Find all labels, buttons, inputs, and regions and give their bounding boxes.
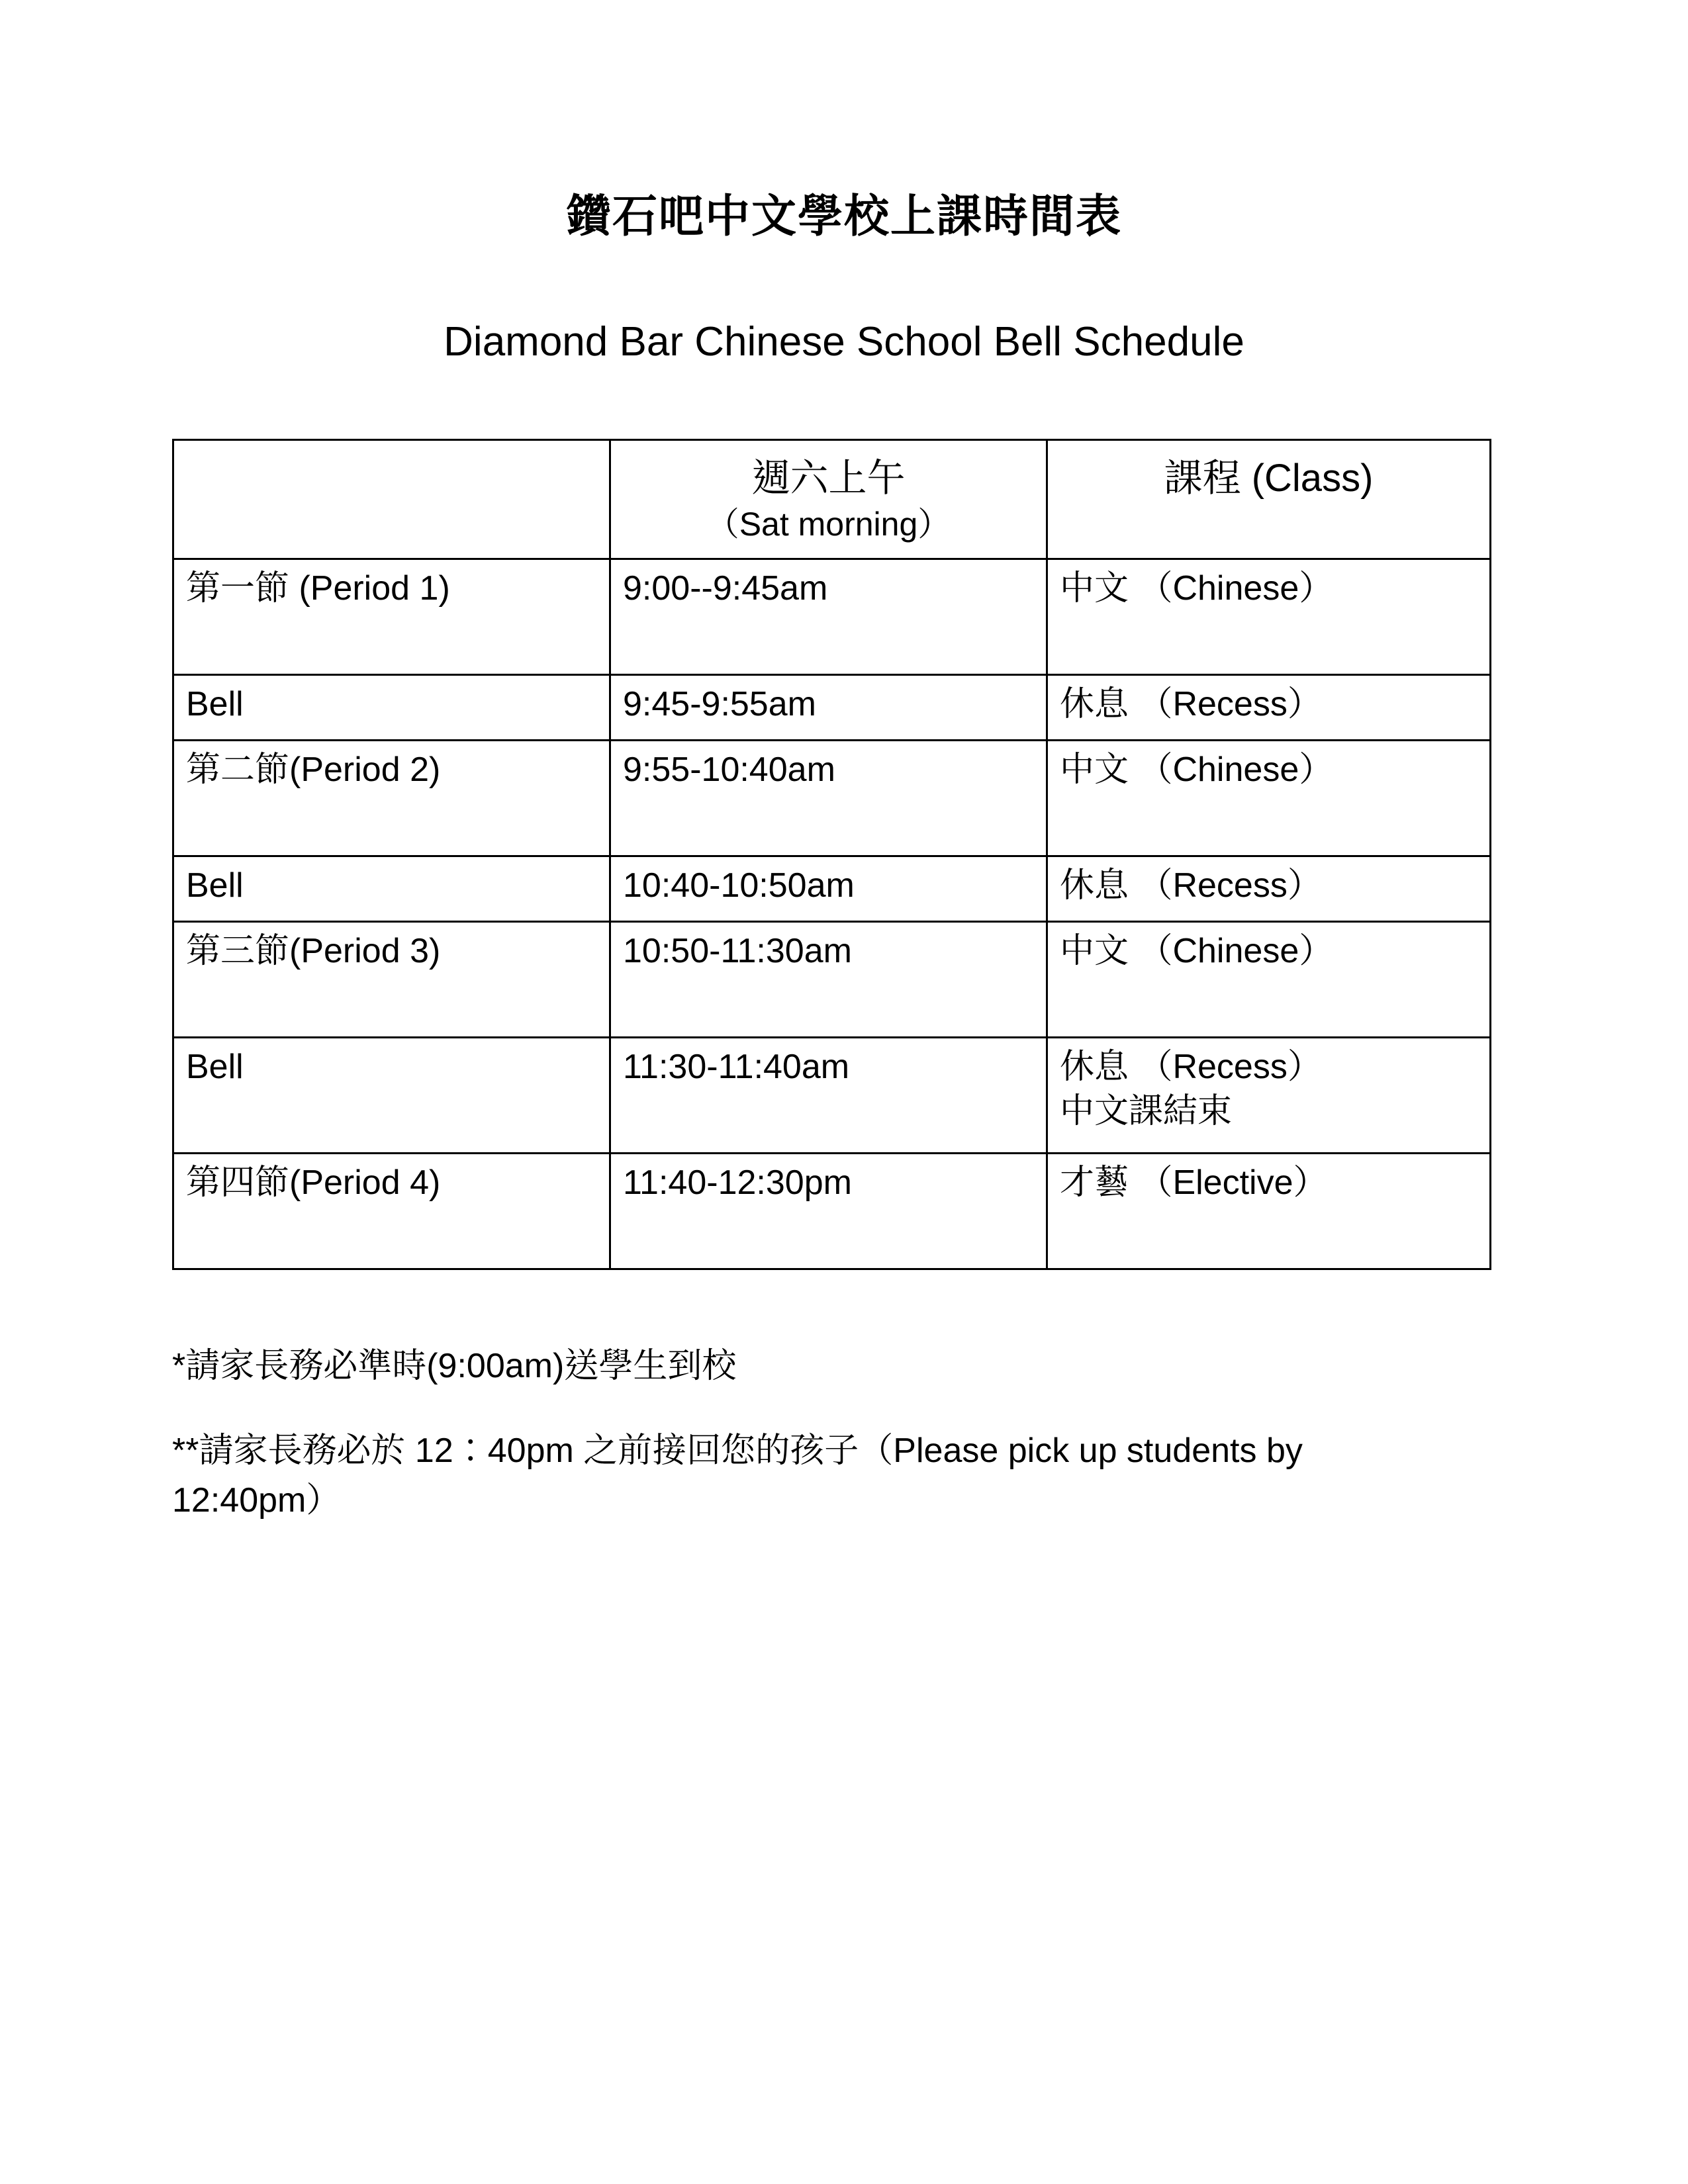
cell-time: 11:30-11:40am xyxy=(610,1038,1047,1154)
cell-class-line2: 中文課結束 xyxy=(1060,1091,1233,1130)
cell-period: 第三節(Period 3) xyxy=(173,922,610,1038)
note-pickup: **請家長務必於 12：40pm 之前接回您的孩子（Please pick up students by 12:40pm） xyxy=(172,1431,1303,1520)
cell-period: 第四節(Period 4) xyxy=(173,1154,610,1269)
cell-class-line1: 休息 （Recess） xyxy=(1060,1048,1322,1087)
page-title-english: Diamond Bar Chinese School Bell Schedule xyxy=(444,318,1244,365)
cell-time: 10:40-10:50am xyxy=(610,856,1047,922)
table-row xyxy=(173,856,1491,922)
cell-period: Bell xyxy=(173,675,610,741)
table-row xyxy=(173,675,1491,741)
header-cell-empty xyxy=(173,439,610,559)
cell-time: 11:40-12:30pm xyxy=(610,1154,1047,1269)
header-time-english: （Sat morning） xyxy=(706,505,951,543)
cell-class xyxy=(1047,1038,1491,1154)
cell-period: 第二節(Period 2) xyxy=(173,741,610,856)
bell-schedule-table xyxy=(172,439,1491,1270)
table-row xyxy=(173,1038,1491,1154)
table-row xyxy=(173,741,1491,856)
header-cell-time xyxy=(610,439,1047,559)
cell-class xyxy=(1047,922,1491,1038)
cell-time: 9:45-9:55am xyxy=(610,675,1047,741)
cell-period: Bell xyxy=(173,856,610,922)
cell-period: Bell xyxy=(173,1038,610,1154)
page-title-chinese: 鑽石吧中文學校上課時間表 xyxy=(565,191,1122,242)
cell-time: 9:00--9:45am xyxy=(610,559,1047,675)
header-time-chinese: 週六上午 xyxy=(751,456,906,500)
table-row xyxy=(173,922,1491,1038)
note-arrival: *請家長務必準時(9:00am)送學生到校 xyxy=(172,1347,737,1386)
table-header-row xyxy=(173,439,1491,559)
cell-class xyxy=(1047,856,1491,922)
cell-class xyxy=(1047,741,1491,856)
cell-class-line1: 休息 （Recess） xyxy=(1060,866,1322,905)
header-class-label: 課程 (Class) xyxy=(1164,456,1374,500)
cell-class xyxy=(1047,1154,1491,1269)
cell-class-line1: 才藝 （Elective） xyxy=(1060,1163,1328,1203)
cell-period: 第一節 (Period 1) xyxy=(173,559,610,675)
table-row xyxy=(173,559,1491,675)
notes-section xyxy=(172,1342,1516,1525)
header-cell-class xyxy=(1047,439,1491,559)
cell-class-line1: 中文 （Chinese） xyxy=(1060,932,1334,971)
table-row xyxy=(173,1154,1491,1269)
cell-class-line1: 中文 （Chinese） xyxy=(1060,751,1334,790)
cell-class-line1: 休息 （Recess） xyxy=(1060,685,1322,724)
cell-class xyxy=(1047,675,1491,741)
cell-class xyxy=(1047,559,1491,675)
cell-class-line1: 中文 （Chinese） xyxy=(1060,569,1334,608)
cell-time: 9:55-10:40am xyxy=(610,741,1047,856)
cell-time: 10:50-11:30am xyxy=(610,922,1047,1038)
